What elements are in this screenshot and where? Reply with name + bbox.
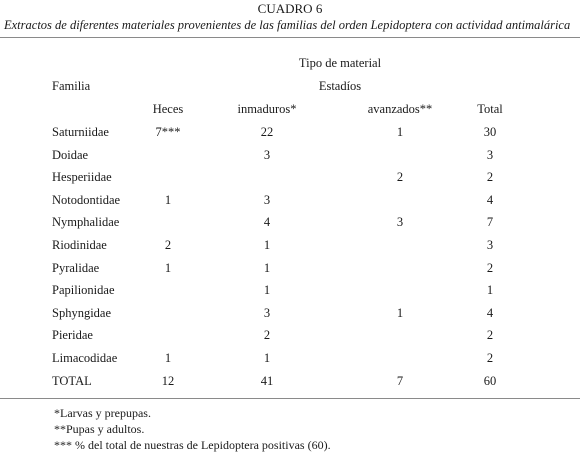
cell-total: 60 <box>483 374 497 388</box>
cell-total: 4 <box>486 306 494 320</box>
cell-inmaduros: 2 <box>263 328 271 342</box>
table-row <box>0 214 580 230</box>
footnote-3: *** % del total de nuestras de Lepidoptera positivas (60). <box>54 438 331 452</box>
cell-total: 1 <box>486 283 494 297</box>
cell-familia: Limacodidae <box>52 351 118 365</box>
cell-heces: 1 <box>164 351 172 365</box>
cell-familia: Doidae <box>52 148 89 162</box>
table-row <box>0 192 580 208</box>
header-total: Total <box>477 102 503 116</box>
table-row <box>0 237 580 253</box>
cell-inmaduros: 22 <box>260 125 274 139</box>
cell-avanzados: 7 <box>396 374 404 388</box>
cell-heces: 1 <box>164 193 172 207</box>
cell-avanzados: 1 <box>396 125 404 139</box>
footnote-1: *Larvas y prepupas. <box>54 406 151 420</box>
cell-total: 3 <box>486 238 494 252</box>
table-row <box>0 327 580 343</box>
cell-total: 4 <box>486 193 494 207</box>
cell-inmaduros: 41 <box>260 374 274 388</box>
cell-heces: 7*** <box>155 125 181 139</box>
header-heces: Heces <box>152 102 184 116</box>
header-row <box>0 101 580 117</box>
cell-familia: Pyralidae <box>52 261 100 275</box>
header-familia: Familia <box>52 79 91 93</box>
table-row <box>0 282 580 298</box>
cell-total: 3 <box>486 148 494 162</box>
cell-familia: Riodinidae <box>52 238 107 252</box>
cell-total: 7 <box>486 215 494 229</box>
cell-total: 2 <box>486 261 494 275</box>
cell-heces: 2 <box>164 238 172 252</box>
table-row <box>0 305 580 321</box>
table-row <box>0 260 580 276</box>
cell-familia: Papilionidae <box>52 283 115 297</box>
cell-inmaduros: 3 <box>263 193 271 207</box>
table-row <box>0 350 580 366</box>
cell-avanzados: 2 <box>396 170 404 184</box>
footnote-2: **Pupas y adultos. <box>54 422 145 436</box>
cell-familia: Notodontidae <box>52 193 121 207</box>
cell-avanzados: 3 <box>396 215 404 229</box>
cell-familia: Sphyngidae <box>52 306 112 320</box>
cell-familia: TOTAL <box>52 374 92 388</box>
cell-familia: Nymphalidae <box>52 215 120 229</box>
cell-total: 2 <box>486 170 494 184</box>
top-rule <box>0 37 580 38</box>
table-title: CUADRO 6 <box>257 1 323 16</box>
cell-inmaduros: 1 <box>263 283 271 297</box>
cell-total: 2 <box>486 328 494 342</box>
cell-heces: 1 <box>164 261 172 275</box>
header-estadios: Estadíos <box>318 79 362 93</box>
bottom-rule <box>0 398 580 399</box>
cell-inmaduros: 3 <box>263 148 271 162</box>
cell-familia: Saturniidae <box>52 125 109 139</box>
cell-familia: Hesperiidae <box>52 170 112 184</box>
cell-inmaduros: 4 <box>263 215 271 229</box>
header-tipo-material: Tipo de material <box>298 56 382 70</box>
cell-heces: 12 <box>161 374 175 388</box>
cell-total: 30 <box>483 125 497 139</box>
table-subtitle: Extractos de diferentes materiales provenientes de las familias del orden Lepidoptera con actividad antimalárica <box>4 18 571 32</box>
cell-avanzados: 1 <box>396 306 404 320</box>
table-row <box>0 373 580 389</box>
cell-inmaduros: 1 <box>263 238 271 252</box>
cell-total: 2 <box>486 351 494 365</box>
cell-familia: Pieridae <box>52 328 93 342</box>
table-row <box>0 169 580 185</box>
table-row <box>0 147 580 163</box>
header-inmaduros: inmaduros* <box>237 102 297 116</box>
table-row <box>0 124 580 140</box>
cell-inmaduros: 1 <box>263 261 271 275</box>
cell-inmaduros: 1 <box>263 351 271 365</box>
cell-inmaduros: 3 <box>263 306 271 320</box>
header-avanzados: avanzados** <box>367 102 433 116</box>
